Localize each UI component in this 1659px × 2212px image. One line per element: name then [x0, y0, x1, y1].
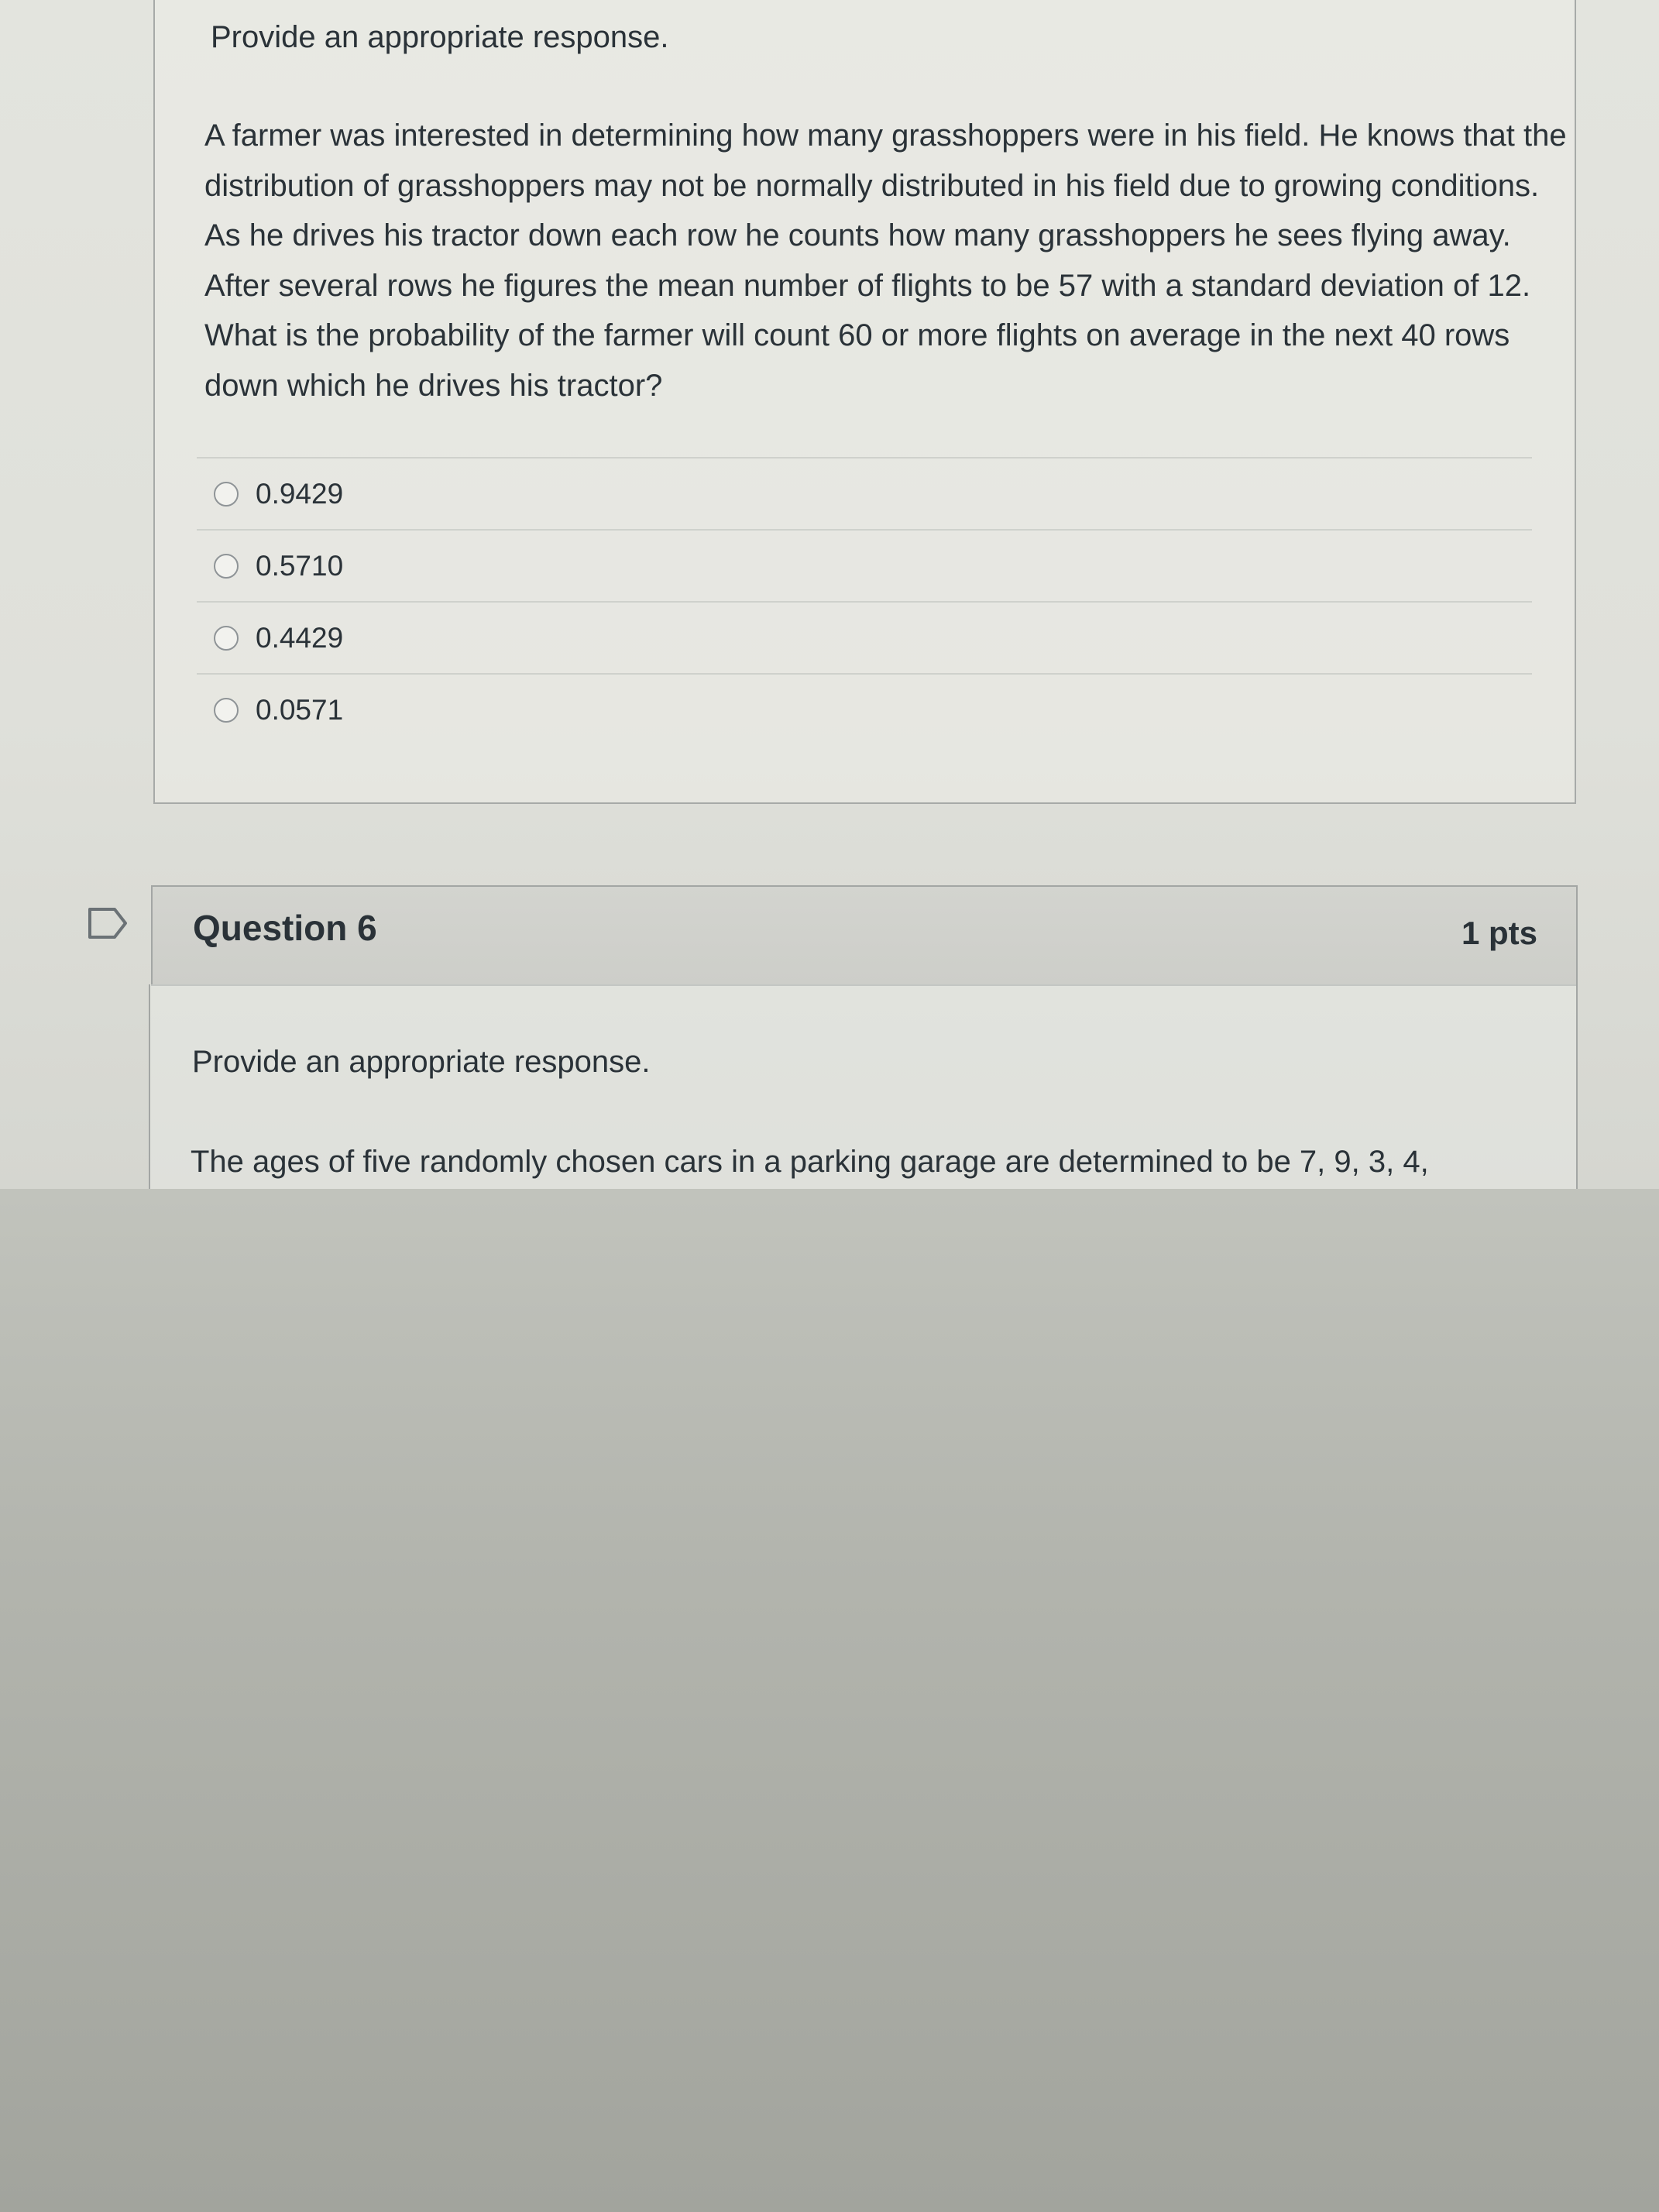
question-5-intro: Provide an appropriate response. — [211, 20, 669, 54]
answer-label: 0.4429 — [256, 621, 344, 654]
question-6-header — [151, 885, 1578, 986]
question-6-intro: Provide an appropriate response. — [192, 1045, 651, 1079]
answer-option[interactable] — [197, 529, 1532, 601]
flag-outline-icon[interactable] — [87, 906, 130, 940]
answer-label: 0.5710 — [256, 549, 344, 582]
answer-label: 0.9429 — [256, 477, 344, 510]
radio-button[interactable] — [214, 626, 239, 651]
question-5-text: A farmer was interested in determining how many grasshoppers were in his field. He knows that the distribution of grasshoppers may not be normally distributed in his field due to growing conditions. As he drives his tractor down each row he counts how many grasshoppers he sees flying away. After several rows he figures the mean number of flights to be 57 with a standard deviation of 12. What is the probability of the farmer will count 60 or more flights on average in the next 40 rows down which he drives his tractor? — [204, 118, 1567, 403]
radio-button[interactable] — [214, 482, 239, 507]
question-6-text: The ages of five randomly chosen cars in a parking garage are determined to be 7, 9, 3, 4, — [191, 1145, 1429, 1179]
answer-option[interactable] — [197, 601, 1532, 673]
radio-button[interactable] — [214, 554, 239, 579]
question-points: 1 pts — [1461, 915, 1537, 951]
answer-label: 0.0571 — [256, 693, 344, 726]
radio-button[interactable] — [214, 698, 239, 723]
answer-option[interactable] — [197, 673, 1532, 745]
question-5-answers — [197, 457, 1532, 745]
answer-option[interactable] — [197, 457, 1532, 529]
question-title: Question 6 — [193, 908, 377, 948]
